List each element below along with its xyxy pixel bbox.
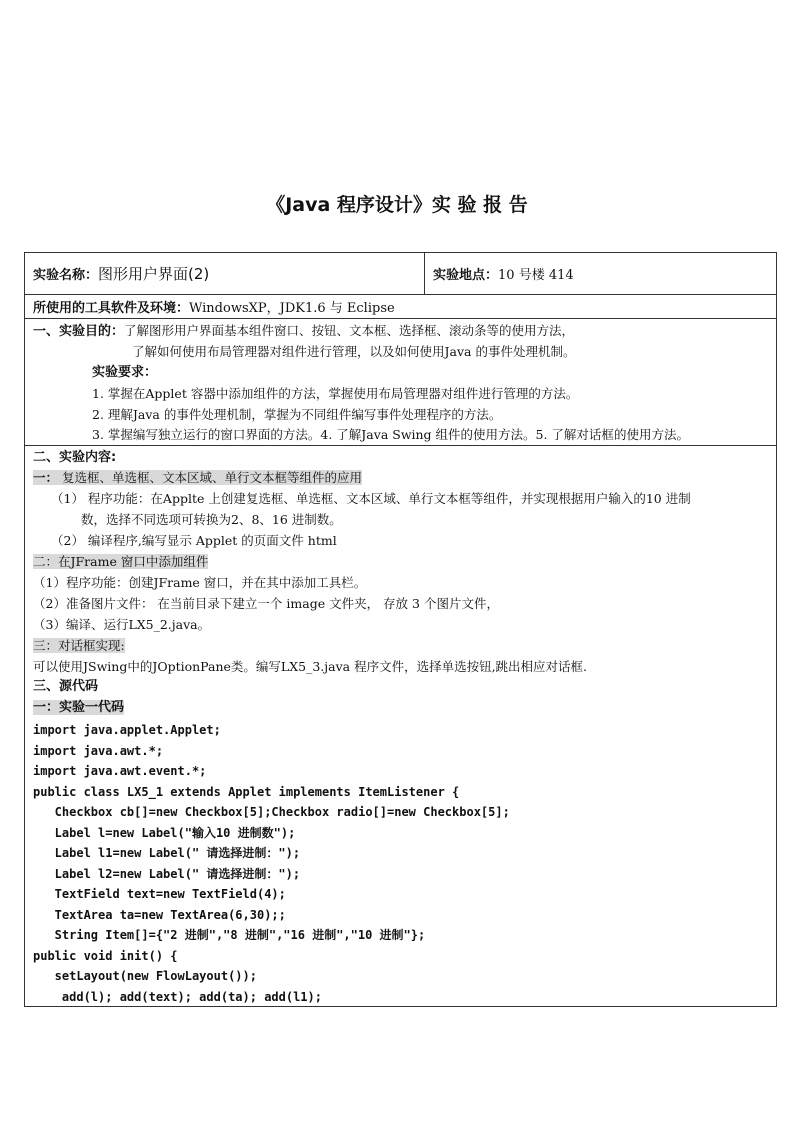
requirement-1: 1. 掌握在Applet 容器中添加组件的方法，掌握使用布局管理器对组件进行管理的方法。 (92, 386, 579, 401)
source-label: 三、源代码 (33, 679, 99, 694)
experiment-name-cell (25, 253, 425, 294)
code-line: Label l=new Label("输入10 进制数"); (33, 825, 296, 840)
part3-text: 可以使用JSwing中的JOptionPane类。编写LX5_3.java 程序文件，选择单选按钮,跳出相应对话框. (33, 659, 588, 674)
experiment-location-cell (425, 253, 777, 294)
part2-title (33, 552, 208, 572)
content-section (25, 446, 776, 1007)
purpose-line-2: 了解如何使用布局管理器对组件进行管理，以及如何使用Java 的事件处理机制。 (132, 344, 576, 359)
part1-title (33, 468, 362, 488)
tools-value: WindowsXP，JDK1.6 与 Eclipse (189, 301, 395, 316)
purpose-section (25, 319, 776, 446)
header-row (25, 253, 776, 295)
code-line: String Item[]={"2 进制","8 进制","16 进制","10 进制"}; (33, 928, 426, 942)
code-line: setLayout(new FlowLayout()); (33, 969, 257, 983)
experiment-name-value: 图形用户界面(2) (98, 265, 210, 283)
code-line: TextArea ta=new TextArea(6,30);; (33, 907, 286, 922)
code-line: public class LX5_1 extends Applet implements ItemListener { (33, 784, 460, 799)
requirement-2: 2. 理解Java 的事件处理机制，掌握为不同组件编写事件处理程序的方法。 (92, 407, 502, 422)
code-line: TextField text=new TextField(4); (33, 887, 286, 901)
part3-title-text: 三：对话框实现: (33, 638, 125, 653)
code-line: add(l); add(text); add(ta); add(l1); (33, 989, 322, 1004)
code-line: import java.awt.*; (33, 743, 164, 758)
part2-item-1: （1）程序功能：创建JFrame 窗口，并在其中添加工具栏。 (33, 575, 367, 590)
code-line: public void init() { (33, 948, 178, 963)
report-table (24, 252, 777, 1007)
report-title: 《Java 程序设计》实 验 报 告 (266, 194, 528, 216)
tools-row (25, 295, 776, 319)
part1-title-prefix: 一： (33, 470, 59, 485)
experiment-location-label: 实验地点： (433, 268, 499, 283)
code-line: Label l1=new Label(" 请选择进制："); (33, 846, 301, 860)
requirement-3: 3. 掌握编写独立运行的窗口界面的方法。4. 了解Java Swing 组件的使用方法。5. 了解对话框的使用方法。 (92, 427, 689, 442)
purpose-line-1 (33, 321, 574, 342)
code-line: Checkbox cb[]=new Checkbox[5];Checkbox radio[]=new Checkbox[5]; (33, 805, 510, 819)
code-line: import java.awt.event.*; (33, 764, 207, 778)
part1-item-1b: 数，选择不同选项可转换为2、8、16 进制数。 (81, 512, 342, 527)
content-label: 二、实验内容: (33, 450, 117, 465)
part1-title-text: 复选框、单选框、文本区域、单行文本框等组件的应用 (58, 470, 362, 485)
part2-item-3: （3）编译、运行LX5_2.java。 (33, 617, 211, 632)
part2-title-text: 二：在JFrame 窗口中添加组件 (33, 554, 209, 569)
part1-item-1a: （1） 程序功能：在Applte 上创建复选框、单选框、文本区域、单行文本框等组件，并实现根据用户输入的10 进制 (51, 491, 691, 506)
source-sub-title-text: 一：实验一代码 (33, 700, 125, 715)
part1-item-2: （2） 编译程序,编写显示 Applet 的页面文件 html (51, 533, 337, 548)
experiment-name-label: 实验名称： (33, 268, 99, 283)
requirements-label: 实验要求： (92, 365, 158, 380)
experiment-location-value: 10 号楼 414 (498, 268, 574, 283)
code-line: import java.applet.Applet; (33, 723, 221, 737)
purpose-label: 一、实验目的： (33, 324, 125, 339)
part2-item-2: （2）准备图片文件： 在当前目录下建立一个 image 文件夹， 存放 3 个图片文件， (33, 596, 499, 611)
purpose-text-1: 了解图形用户界面基本组件窗口、按钮、文本框、选择框、滚动条等的使用方法， (124, 323, 575, 338)
part3-title (33, 636, 125, 656)
tools-label: 所使用的工具软件及环境： (33, 301, 190, 316)
source-sub-title (33, 698, 124, 718)
code-line: Label l2=new Label(" 请选择进制："); (33, 866, 301, 881)
